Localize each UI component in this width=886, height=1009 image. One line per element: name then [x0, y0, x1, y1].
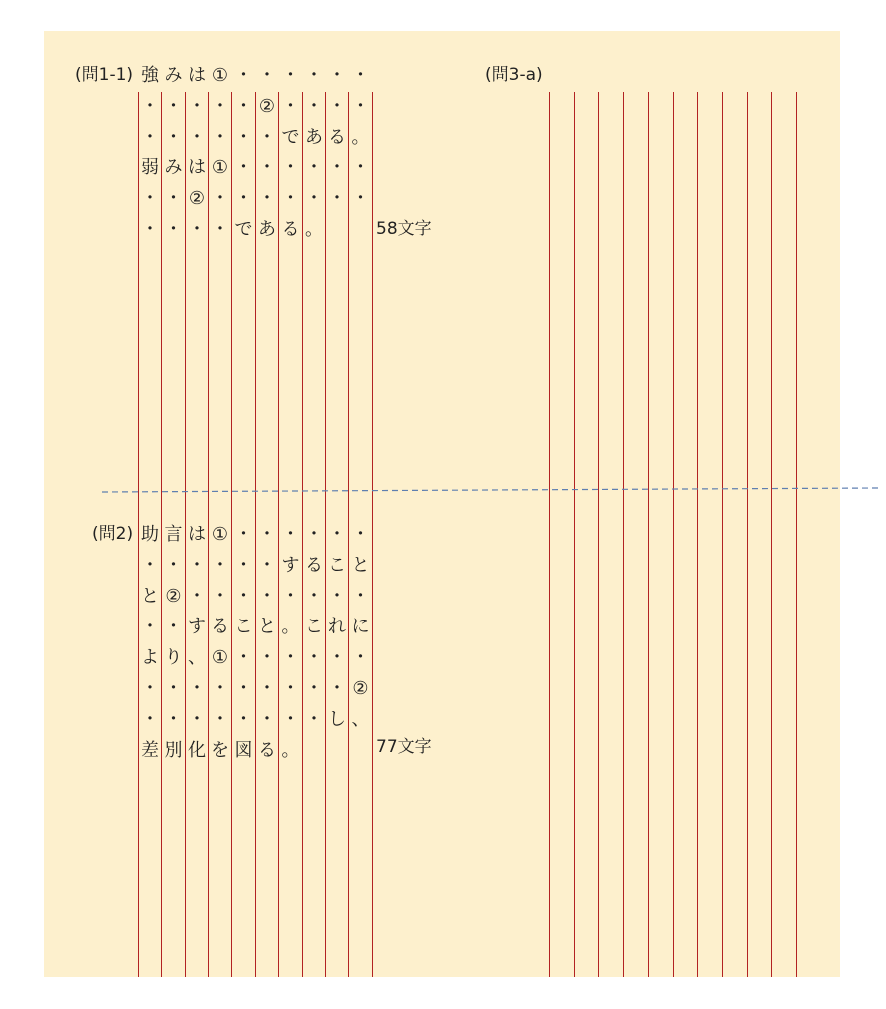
grid-cell [349, 214, 372, 245]
right-grid-line-11 [796, 92, 797, 977]
right-grid-line-4 [623, 92, 624, 977]
grid-cell: ・ [141, 554, 159, 576]
grid-cell: ・ [164, 188, 183, 210]
grid-cell: こ [305, 616, 323, 638]
grid-cell: ・ [281, 585, 300, 607]
grid-cell: ・ [305, 585, 323, 607]
grid-cell: ・ [305, 157, 323, 179]
grid-cell: み [164, 65, 183, 86]
grid-cell [326, 214, 348, 245]
grid-cell: ・ [305, 524, 323, 545]
grid-cell: 化 [188, 739, 206, 761]
grid-cell: ・ [234, 157, 253, 179]
grid-cell: 強 [141, 65, 159, 86]
grid-cell: ・ [188, 554, 206, 576]
grid-cell: る [258, 739, 276, 761]
grid-cell: ・ [234, 95, 253, 117]
grid-cell: ・ [188, 95, 206, 117]
grid-cell: ・ [258, 585, 276, 607]
grid-cell: ・ [305, 65, 323, 86]
grid-cell: ・ [234, 647, 253, 669]
grid-cell: ・ [258, 524, 276, 545]
grid-cell: ・ [141, 95, 159, 117]
grid-cell: ② [352, 678, 369, 699]
grid-cell: ・ [328, 678, 346, 699]
grid-cell: ・ [351, 95, 370, 117]
right-grid-line-6 [673, 92, 674, 977]
grid-cell: ・ [234, 554, 253, 576]
grid-cell: ・ [141, 616, 159, 638]
grid-cell: 、 [351, 708, 370, 730]
grid-cell: 、 [188, 647, 206, 669]
grid-cell: ① [211, 647, 229, 669]
grid-cell: ・ [258, 126, 276, 148]
grid-cell: と [141, 585, 159, 607]
grid-cell: こ [328, 554, 346, 576]
grid-cell: ・ [328, 65, 346, 86]
grid-cell: ・ [141, 708, 159, 730]
grid-cell: ・ [164, 678, 183, 699]
grid-cell: ・ [234, 126, 253, 148]
grid-cell: ・ [188, 678, 206, 699]
grid-cell: す [188, 616, 206, 638]
grid-cell: ・ [305, 188, 323, 210]
grid-cell: ② [188, 188, 206, 210]
grid-cell: ・ [234, 188, 253, 210]
grid-cell: は [188, 65, 206, 86]
right-grid-line-9 [747, 92, 748, 977]
grid-cell: す [281, 554, 300, 576]
right-grid-line-8 [722, 92, 723, 977]
grid-cell: ・ [164, 95, 183, 117]
right-grid-line-3 [598, 92, 599, 977]
q2-label: (問2) [92, 524, 134, 544]
grid-cell: ・ [351, 647, 370, 669]
q1-character-count: 58文字 [376, 219, 432, 239]
grid-cell: ・ [188, 708, 206, 730]
q1-label: (問1-1) [75, 65, 134, 85]
grid-cell: ・ [234, 585, 253, 607]
grid-cell: こ [234, 616, 253, 638]
grid-cell: ① [211, 157, 229, 179]
grid-cell: ① [211, 524, 229, 545]
grid-cell: ・ [164, 708, 183, 730]
grid-cell: ・ [351, 585, 370, 607]
grid-cell: ① [211, 65, 229, 86]
grid-cell: し [328, 708, 346, 730]
grid-cell: ・ [211, 678, 229, 699]
grid-cell: 。 [281, 739, 300, 761]
grid-cell: ・ [281, 95, 300, 117]
grid-cell: ② [258, 95, 276, 117]
grid-cell: ・ [141, 126, 159, 148]
grid-cell: ・ [258, 157, 276, 179]
right-grid-line-1 [549, 92, 550, 977]
grid-cell [326, 735, 348, 766]
grid-cell: で [234, 219, 253, 240]
grid-cell: は [188, 524, 206, 545]
grid-cell: 図 [234, 739, 253, 761]
grid-cell: ・ [328, 585, 346, 607]
grid-cell: よ [141, 647, 159, 669]
grid-cell: ・ [188, 126, 206, 148]
grid-cell: れ [328, 616, 346, 638]
grid-cell: ・ [211, 585, 229, 607]
grid-cell: ・ [211, 95, 229, 117]
grid-cell: ・ [234, 65, 253, 86]
grid-cell: ・ [234, 524, 253, 545]
grid-cell: ・ [328, 95, 346, 117]
grid-cell: ・ [141, 219, 159, 240]
grid-cell: ・ [258, 708, 276, 730]
grid-cell: ・ [141, 188, 159, 210]
grid-cell: ・ [141, 678, 159, 699]
grid-cell: ・ [258, 678, 276, 699]
right-grid-line-2 [574, 92, 575, 977]
grid-cell: る [211, 616, 229, 638]
answer-sheet [44, 31, 840, 977]
grid-cell: ・ [211, 708, 229, 730]
grid-cell: ・ [351, 157, 370, 179]
grid-cell: ・ [164, 126, 183, 148]
q2-character-count: 77文字 [376, 737, 432, 757]
grid-cell: ・ [234, 678, 253, 699]
grid-cell: ・ [305, 647, 323, 669]
grid-cell: ・ [188, 219, 206, 240]
grid-cell: ・ [305, 678, 323, 699]
grid-cell: ・ [281, 708, 300, 730]
grid-cell: ・ [328, 188, 346, 210]
grid-cell: る [305, 554, 323, 576]
grid-cell: ② [165, 585, 182, 607]
grid-cell: ・ [164, 616, 183, 638]
grid-cell: り [164, 647, 183, 669]
grid-cell: ・ [351, 188, 370, 210]
grid-cell: ・ [211, 554, 229, 576]
grid-cell: る [281, 219, 300, 240]
grid-cell: 。 [351, 126, 370, 148]
grid-cell: ・ [258, 647, 276, 669]
grid-cell: で [281, 126, 300, 148]
grid-cell: ・ [328, 647, 346, 669]
q3-label: (問3-a) [485, 65, 543, 85]
grid-cell [303, 735, 325, 766]
grid-cell: ・ [258, 188, 276, 210]
grid-cell: ・ [351, 524, 370, 545]
grid-cell: ・ [281, 647, 300, 669]
grid-cell: を [211, 739, 229, 761]
right-grid-line-5 [648, 92, 649, 977]
grid-cell: ・ [351, 65, 370, 86]
grid-cell: ・ [211, 126, 229, 148]
grid-cell: ・ [281, 157, 300, 179]
grid-cell: ・ [164, 554, 183, 576]
right-grid-line-7 [697, 92, 698, 977]
grid-cell: ・ [211, 219, 229, 240]
grid-cell: 弱 [141, 157, 159, 179]
grid-cell: ・ [188, 585, 206, 607]
grid-cell: ・ [305, 708, 323, 730]
left-grid-line-11 [372, 92, 373, 977]
grid-cell: ・ [328, 157, 346, 179]
grid-cell [349, 735, 372, 766]
grid-cell: と [258, 616, 276, 638]
grid-cell: ・ [281, 188, 300, 210]
grid-cell: 。 [281, 616, 300, 638]
grid-cell: ・ [281, 65, 300, 86]
grid-cell: 差 [141, 739, 159, 761]
grid-cell: あ [305, 126, 323, 148]
grid-cell: と [351, 554, 370, 576]
grid-cell: ・ [234, 708, 253, 730]
grid-cell: る [328, 126, 346, 148]
grid-cell: ・ [258, 554, 276, 576]
dashed-divider [102, 487, 878, 493]
grid-cell: ・ [305, 95, 323, 117]
grid-cell: ・ [281, 524, 300, 545]
grid-cell: ・ [281, 678, 300, 699]
grid-cell: に [351, 616, 370, 638]
grid-cell: み [164, 157, 183, 179]
grid-cell: 言 [164, 524, 183, 545]
grid-cell: 。 [305, 219, 323, 240]
grid-cell: ・ [211, 188, 229, 210]
grid-cell: ・ [258, 65, 276, 86]
grid-cell: 助 [141, 524, 159, 545]
grid-cell: は [188, 157, 206, 179]
grid-cell: あ [258, 219, 276, 240]
right-grid-line-10 [771, 92, 772, 977]
grid-cell: 別 [164, 739, 183, 761]
grid-cell: ・ [328, 524, 346, 545]
grid-cell: ・ [164, 219, 183, 240]
